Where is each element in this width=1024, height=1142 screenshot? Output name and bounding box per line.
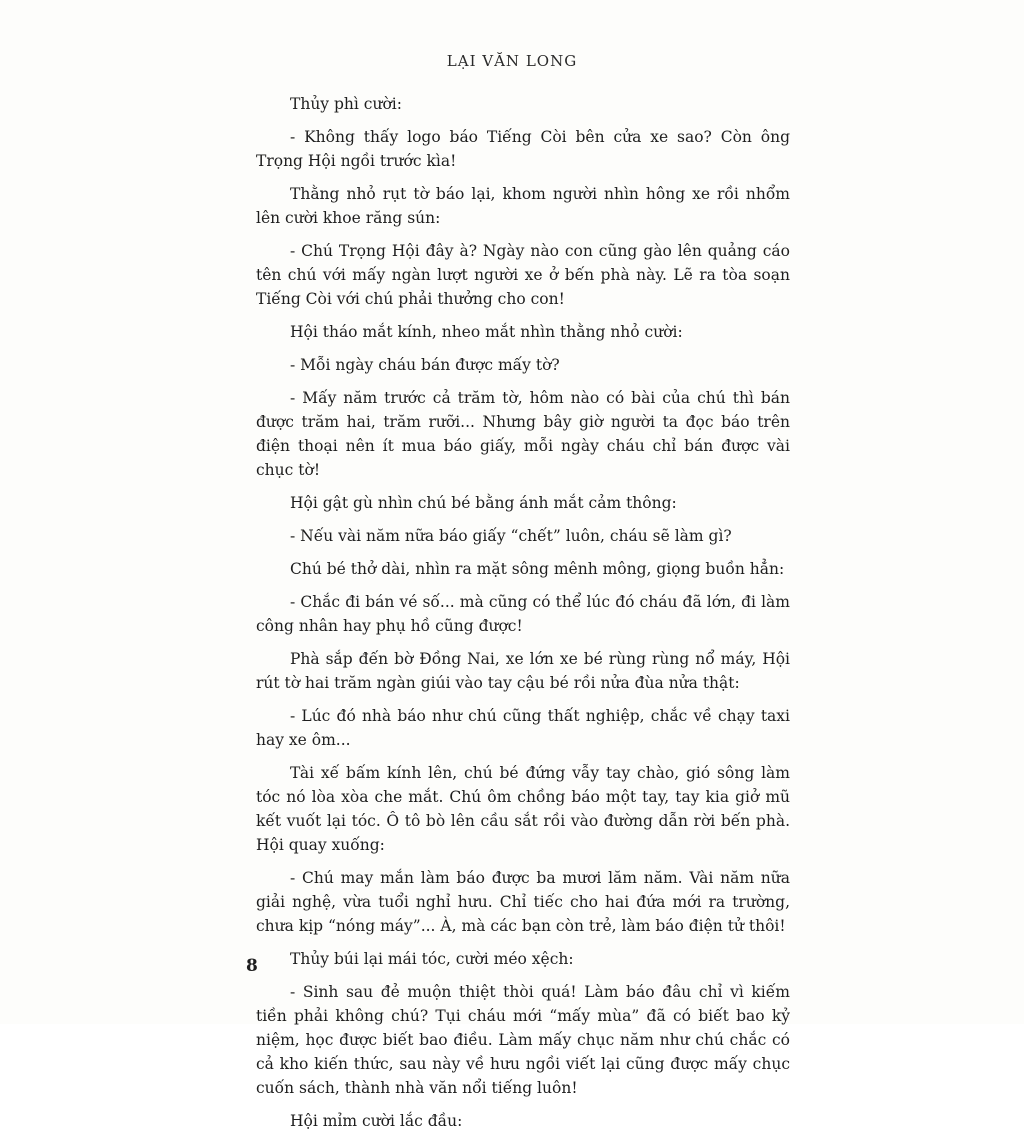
paragraph: Chú bé thở dài, nhìn ra mặt sông mênh mông, giọng buồn hẳn: (290, 560, 785, 578)
paragraph: Tài xế bấm kính lên, chú bé đứng vẫy tay chào, gió sông làm tóc nó lòa xòa che mắt. Chú ôm chồng báo một tay, tay kia giở mũ kết vuốt lại tóc. Ô tô bò lên cầu sắt rồi vào đường dẫn rời bến phà. Hội quay xuống: (256, 764, 790, 854)
paragraph: Hội mỉm cười lắc đầu: (290, 1112, 463, 1130)
paragraph: - Lúc đó nhà báo như chú cũng thất nghiệp, chắc về chạy taxi hay xe ôm... (256, 707, 790, 749)
running-header-author: LẠI VĂN LONG (446, 52, 578, 70)
page-number: 8 (246, 956, 258, 976)
paragraph: - Chắc đi bán vé số... mà cũng có thể lúc đó cháu đã lớn, đi làm công nhân hay phụ hồ cũng được! (256, 593, 790, 635)
body-text (256, 92, 790, 1142)
paragraph: - Sinh sau đẻ muộn thiệt thòi quá! Làm báo đâu chỉ vì kiếm tiền phải không chú? Tụi cháu mới “mấy mùa” đã có biết bao kỷ niệm, học được biết bao điều. Làm mấy chục năm như chú chắc có cả kho kiến thức, sau này về hưu ngồi viết lại cũng được mấy chục cuốn sách, thành nhà văn nổi tiếng luôn! (256, 983, 790, 1097)
paragraph: Thủy phì cười: (290, 95, 402, 113)
paragraph: Hội gật gù nhìn chú bé bằng ánh mắt cảm thông: (290, 494, 677, 512)
paragraph: - Chú Trọng Hội đây à? Ngày nào con cũng gào lên quảng cáo tên chú với mấy ngàn lượt người xe ở bến phà này. Lẽ ra tòa soạn Tiếng Còi với chú phải thưởng cho con! (256, 242, 790, 308)
paragraph: Phà sắp đến bờ Đồng Nai, xe lớn xe bé rùng rùng nổ máy, Hội rút tờ hai trăm ngàn giúi vào tay cậu bé rồi nửa đùa nửa thật: (256, 650, 790, 692)
paragraph: Hội tháo mắt kính, nheo mắt nhìn thằng nhỏ cười: (290, 323, 683, 341)
paragraph: - Chú may mắn làm báo được ba mươi lăm năm. Vài năm nữa giải nghệ, vừa tuổi nghỉ hưu. Chỉ tiếc cho hai đứa mới ra trường, chưa kịp “nóng máy”... À, mà các bạn còn trẻ, làm báo điện tử thôi! (256, 869, 790, 935)
paragraph: - Không thấy logo báo Tiếng Còi bên cửa xe sao? Còn ông Trọng Hội ngồi trước kìa! (256, 128, 790, 170)
paragraph: - Mấy năm trước cả trăm tờ, hôm nào có bài của chú thì bán được trăm hai, trăm rưỡi... Nhưng bây giờ người ta đọc báo trên điện thoại nên ít mua báo giấy, mỗi ngày cháu chỉ bán được vài chục tờ! (256, 389, 790, 479)
paragraph: - Nếu vài năm nữa báo giấy “chết” luôn, cháu sẽ làm gì? (290, 527, 732, 545)
paragraph: - Mỗi ngày cháu bán được mấy tờ? (290, 356, 560, 374)
paragraph: Thằng nhỏ rụt tờ báo lại, khom người nhìn hông xe rồi nhổm lên cười khoe răng sún: (256, 185, 790, 227)
paragraph: Thủy búi lại mái tóc, cười méo xệch: (290, 950, 574, 968)
